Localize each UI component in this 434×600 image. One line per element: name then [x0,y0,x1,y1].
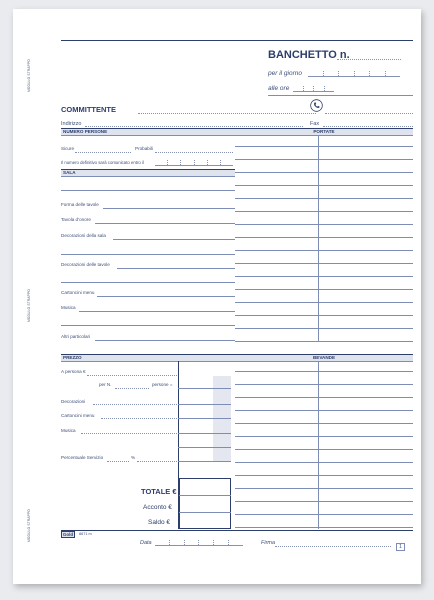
ore-label: alle ore [268,85,290,92]
bevande-header: BEVANDE [235,354,413,362]
giorno-date-field[interactable] [308,71,400,77]
musica-field[interactable] [79,311,235,312]
bevande-line[interactable] [235,462,413,463]
musica-price-field[interactable] [81,433,177,434]
prezzo-header: PREZZO [61,354,235,362]
page-number-box: 1 [396,543,405,551]
sala-field-label: Musica [61,305,76,310]
phone-icon [310,99,323,112]
portate-line[interactable] [235,250,413,251]
percentuale-amount-field[interactable] [137,461,177,462]
portate-line[interactable] [235,237,413,238]
bevande-line[interactable] [235,449,413,450]
indirizzo-label: Indirizzo [61,121,82,127]
bevande-line[interactable] [235,397,413,398]
portate-divider [318,136,319,341]
indirizzo-field[interactable] [85,126,303,127]
musica-total-field[interactable] [178,433,231,434]
per-n-field[interactable] [115,388,149,389]
data-label: Data [140,540,152,546]
portate-line[interactable] [235,302,413,303]
ore-time-field[interactable] [293,86,334,92]
committente-field[interactable] [138,113,316,114]
bevande-line[interactable] [235,371,413,372]
portate-line[interactable] [235,198,413,199]
forma-tavole-field[interactable] [103,208,235,209]
cartoncini-label: Cartoncini menu [61,413,95,418]
probabili-field[interactable] [155,152,233,153]
bevande-line[interactable] [235,410,413,411]
a-persona-field[interactable] [87,375,177,376]
side-tab-middle: MODULO STRAPPO [27,289,31,322]
sicure-field[interactable] [75,152,131,153]
bevande-line[interactable] [235,514,413,515]
portate-line[interactable] [235,315,413,316]
data-field[interactable] [155,540,243,546]
per-n-label: per N. [99,382,112,387]
giorno-label: per il giorno [268,70,302,77]
persone-label: persone = [152,382,173,387]
banchetto-number-field[interactable] [337,59,401,60]
cartoncini-menu-field[interactable] [97,296,235,297]
portate-line[interactable] [235,289,413,290]
bevande-line[interactable] [235,527,413,528]
cartoncini-field[interactable] [101,418,177,419]
committente-title: COMMITTENTE [61,105,116,114]
decorazioni-tavole-field[interactable] [117,268,235,269]
percentuale-total-field[interactable] [178,461,231,462]
brand-logo: Gold [62,532,74,537]
definitivo-label: Il numero definitivo sarà comunicato entro il [61,160,144,165]
firma-field[interactable] [275,546,391,547]
extra-total-field[interactable] [178,447,231,448]
fax-label: Fax [310,121,320,127]
acconto-field[interactable] [179,512,231,513]
bevande-divider [318,362,319,529]
decorazioni-label: Decorazioni [61,399,86,404]
portate-line[interactable] [235,276,413,277]
bevande-line[interactable] [235,475,413,476]
acconto-label: Acconto € [143,504,172,511]
portate-line[interactable] [235,224,413,225]
sala-line[interactable] [61,190,235,191]
saldo-label: Saldo € [148,519,171,526]
sala-line[interactable] [61,254,235,255]
totals-box [179,478,231,529]
bevande-line[interactable] [235,488,413,489]
sala-line[interactable] [61,282,235,283]
portate-line[interactable] [235,263,413,264]
percentuale-field[interactable] [107,461,129,462]
sala-field-label: Decorazioni della sala [61,233,106,238]
model-code: 8671 m [79,532,92,536]
bevande-line[interactable] [235,436,413,437]
percentuale-label: Percentuale Servizio [61,455,104,460]
probabili-label: Probabili [135,146,153,151]
portate-line[interactable] [235,146,413,147]
side-tab-bottom: MODULO STRAPPO [27,509,31,542]
cartoncini-total-field[interactable] [178,418,231,419]
altri-particolari-field[interactable] [95,340,235,341]
numero-persone-header: NUMERO PERSONE [61,128,235,136]
sicure-label: Sicure [61,146,75,151]
sala-line[interactable] [61,325,235,326]
per-n-total-field[interactable] [178,388,231,389]
sala-field-label: Altri particolari [61,334,91,339]
percent-sign: % [131,455,136,460]
totale-label: TOTALE € [141,487,177,496]
sala-field-label: Tavola d’onore [61,217,91,222]
bevande-line[interactable] [235,384,413,385]
portate-line[interactable] [235,185,413,186]
totale-field[interactable] [179,495,231,496]
portate-line[interactable] [235,159,413,160]
bevande-line[interactable] [235,423,413,424]
firma-label: Firma [261,540,276,546]
bevande-line[interactable] [235,501,413,502]
sala-field-label: Decorazioni delle tavole [61,262,110,267]
decorazioni-sala-field[interactable] [113,239,235,240]
form-sheet [13,9,421,584]
portate-line[interactable] [235,341,413,342]
tavola-onore-field[interactable] [95,223,235,224]
a-persona-label: A persona € [61,369,86,374]
sala-header: SALA [61,169,235,177]
portate-header: PORTATE [235,128,413,136]
fax-field[interactable] [323,126,413,127]
side-tab-top: MODULO STRAPPO [27,59,31,92]
musica-price-label: Musica [61,428,76,433]
decorazioni-field[interactable] [93,404,177,405]
sala-field-label: Cartoncini menu [61,290,95,295]
decorazioni-total-field[interactable] [178,404,231,405]
footer-rule [61,530,413,531]
telefono-field[interactable] [325,113,413,114]
header-rule [268,95,413,96]
portate-line[interactable] [235,328,413,329]
portate-line[interactable] [235,211,413,212]
portate-line[interactable] [235,172,413,173]
banchetto-title: BANCHETTO n. [268,49,350,61]
definitivo-date-field[interactable] [155,160,233,166]
top-rule [61,40,413,41]
sala-field-label: Forma delle tavole [61,202,99,207]
